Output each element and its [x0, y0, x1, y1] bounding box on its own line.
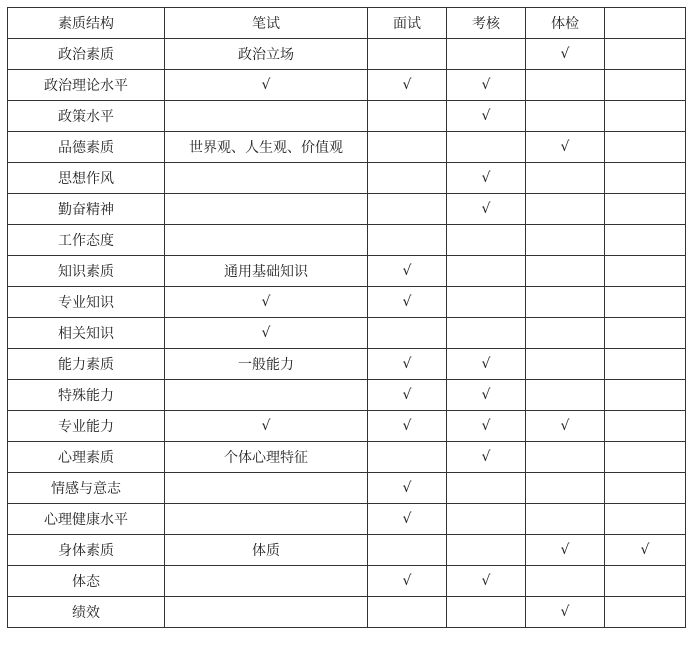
table-row [8, 256, 686, 287]
extra-cell [605, 132, 686, 163]
review-cell [447, 318, 526, 349]
extra-cell [605, 349, 686, 380]
review-cell: √ [447, 70, 526, 101]
category-cell: 专业能力 [8, 411, 165, 442]
review-cell: √ [447, 101, 526, 132]
category-cell: 品德素质 [8, 132, 165, 163]
category-cell: 心理素质 [8, 442, 165, 473]
written-cell [165, 101, 368, 132]
medical-cell [526, 194, 605, 225]
table-row [8, 194, 686, 225]
written-cell [165, 566, 368, 597]
table-row [8, 70, 686, 101]
table-row [8, 132, 686, 163]
written-cell: √ [165, 287, 368, 318]
interview-cell [368, 39, 447, 70]
interview-cell: √ [368, 70, 447, 101]
review-cell: √ [447, 380, 526, 411]
category-cell: 绩效 [8, 597, 165, 628]
review-cell [447, 39, 526, 70]
table-row [8, 101, 686, 132]
header-cell-review: 考核 [447, 8, 526, 39]
extra-cell [605, 70, 686, 101]
written-cell [165, 225, 368, 256]
extra-cell [605, 225, 686, 256]
medical-cell [526, 163, 605, 194]
written-cell: 个体心理特征 [165, 442, 368, 473]
review-cell: √ [447, 163, 526, 194]
medical-cell [526, 504, 605, 535]
table-row [8, 287, 686, 318]
header-cell-structure: 素质结构 [8, 8, 165, 39]
medical-cell [526, 318, 605, 349]
review-cell: √ [447, 411, 526, 442]
written-cell [165, 473, 368, 504]
interview-cell [368, 132, 447, 163]
medical-cell [526, 566, 605, 597]
extra-cell [605, 318, 686, 349]
category-cell: 工作态度 [8, 225, 165, 256]
medical-cell: √ [526, 597, 605, 628]
written-cell [165, 504, 368, 535]
category-cell: 心理健康水平 [8, 504, 165, 535]
medical-cell: √ [526, 411, 605, 442]
interview-cell: √ [368, 504, 447, 535]
extra-cell [605, 163, 686, 194]
category-cell: 相关知识 [8, 318, 165, 349]
medical-cell [526, 101, 605, 132]
written-cell: √ [165, 411, 368, 442]
category-cell: 勤奋精神 [8, 194, 165, 225]
category-cell: 思想作风 [8, 163, 165, 194]
written-cell: 一般能力 [165, 349, 368, 380]
medical-cell [526, 473, 605, 504]
review-cell [447, 225, 526, 256]
medical-cell [526, 70, 605, 101]
medical-cell [526, 287, 605, 318]
table-row [8, 163, 686, 194]
category-cell: 能力素质 [8, 349, 165, 380]
table-row [8, 380, 686, 411]
written-cell: 通用基础知识 [165, 256, 368, 287]
interview-cell: √ [368, 566, 447, 597]
header-cell-medical: 体检 [526, 8, 605, 39]
interview-cell [368, 535, 447, 566]
written-cell [165, 380, 368, 411]
extra-cell [605, 473, 686, 504]
table-row [8, 349, 686, 380]
extra-cell [605, 504, 686, 535]
interview-cell [368, 442, 447, 473]
interview-cell [368, 194, 447, 225]
review-cell: √ [447, 349, 526, 380]
review-cell: √ [447, 442, 526, 473]
review-cell [447, 535, 526, 566]
table-row [8, 473, 686, 504]
table-body [8, 39, 686, 628]
medical-cell [526, 225, 605, 256]
interview-cell: √ [368, 411, 447, 442]
category-cell: 专业知识 [8, 287, 165, 318]
table-row [8, 411, 686, 442]
table-row [8, 566, 686, 597]
category-cell: 情感与意志 [8, 473, 165, 504]
extra-cell [605, 380, 686, 411]
header-cell-interview: 面试 [368, 8, 447, 39]
review-cell [447, 504, 526, 535]
extra-cell [605, 101, 686, 132]
review-cell [447, 256, 526, 287]
table-row [8, 535, 686, 566]
medical-cell: √ [526, 132, 605, 163]
table-row [8, 442, 686, 473]
interview-cell [368, 163, 447, 194]
extra-cell: √ [605, 535, 686, 566]
category-cell: 特殊能力 [8, 380, 165, 411]
extra-cell [605, 566, 686, 597]
medical-cell [526, 380, 605, 411]
review-cell: √ [447, 566, 526, 597]
category-cell: 体态 [8, 566, 165, 597]
medical-cell: √ [526, 39, 605, 70]
review-cell [447, 132, 526, 163]
extra-cell [605, 194, 686, 225]
extra-cell [605, 39, 686, 70]
interview-cell: √ [368, 287, 447, 318]
written-cell: √ [165, 70, 368, 101]
review-cell [447, 287, 526, 318]
extra-cell [605, 287, 686, 318]
written-cell [165, 194, 368, 225]
interview-cell: √ [368, 349, 447, 380]
table-row [8, 318, 686, 349]
header-cell-written: 笔试 [165, 8, 368, 39]
extra-cell [605, 442, 686, 473]
header-cell-extra [605, 8, 686, 39]
review-cell: √ [447, 194, 526, 225]
interview-cell [368, 318, 447, 349]
category-cell: 政治素质 [8, 39, 165, 70]
medical-cell [526, 442, 605, 473]
table-row [8, 504, 686, 535]
extra-cell [605, 411, 686, 442]
written-cell: 世界观、人生观、价值观 [165, 132, 368, 163]
interview-cell [368, 101, 447, 132]
interview-cell: √ [368, 380, 447, 411]
category-cell: 身体素质 [8, 535, 165, 566]
written-cell: √ [165, 318, 368, 349]
medical-cell [526, 349, 605, 380]
category-cell: 知识素质 [8, 256, 165, 287]
review-cell [447, 473, 526, 504]
interview-cell: √ [368, 473, 447, 504]
category-cell: 政治理论水平 [8, 70, 165, 101]
medical-cell [526, 256, 605, 287]
interview-cell [368, 597, 447, 628]
table-row [8, 597, 686, 628]
table-row [8, 225, 686, 256]
assessment-table [7, 7, 686, 628]
written-cell: 体质 [165, 535, 368, 566]
table-row [8, 39, 686, 70]
medical-cell: √ [526, 535, 605, 566]
written-cell [165, 163, 368, 194]
written-cell: 政治立场 [165, 39, 368, 70]
header-row [8, 8, 686, 39]
written-cell [165, 597, 368, 628]
extra-cell [605, 597, 686, 628]
review-cell [447, 597, 526, 628]
interview-cell [368, 225, 447, 256]
extra-cell [605, 256, 686, 287]
category-cell: 政策水平 [8, 101, 165, 132]
interview-cell: √ [368, 256, 447, 287]
